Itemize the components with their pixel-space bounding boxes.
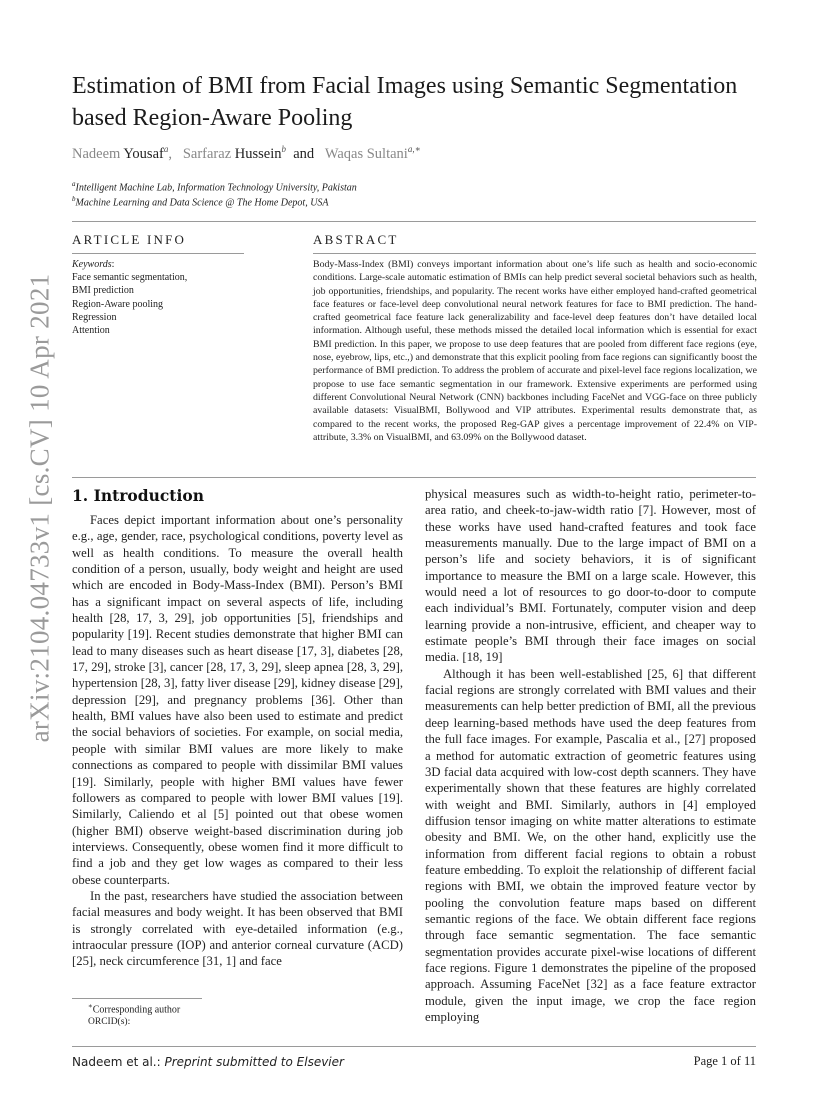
footnote-divider <box>72 998 202 999</box>
author-list <box>72 144 421 163</box>
author-last-name: Sultani <box>366 145 408 162</box>
affiliation <box>72 195 329 208</box>
footnote-mark: ∗ <box>88 1002 93 1010</box>
abstract-heading: ABSTRACT <box>313 232 399 247</box>
section-heading-introduction: 1. Introduction <box>72 486 204 505</box>
footer-divider <box>72 1046 756 1047</box>
footnote-text: Corresponding author <box>92 1004 181 1016</box>
body-paragraph: Although it has been well-established [25, 6] that different facial regions are strongly correlated with BMI values and their measurements can help better prediction of BMI, all the previous deep learning-based methods have used the deep features from the full face images. For example, Pascalia et al., [27] proposed a method for automatic extraction of geometric features using 3D facial data acquired with low-cost depth scanners. They have experimentally shown that these features are highly correlated with weight and BMI. Similarly, authors in [4] employed diffusion tensor imaging on white matter alterations to estimate obesity and BMI. We, on the other hand, explicitly use the information from different facial regions to obtain a robust feature embedding. To exploit the relationship of different facial regions with BMI, we obtain the improved feature vector by pooling the convolution feature maps based on different semantic regions of the face. We obtain different face regions through face semantic segmentation. The face semantic segmentation provides accurate pixel-wise locations of different face regions. Figure 1 demonstrates the pipeline of the proposed approach. Assuming FaceNet [32] as a face feature extractor module, given the input image, we crop the face region employing <box>425 666 756 1024</box>
footnote-corresponding <box>88 1002 180 1015</box>
author-affiliation-mark: a,∗ <box>407 144 421 154</box>
article-info-heading: ARTICLE INFO <box>72 232 187 247</box>
author-last-name: Hussein <box>234 145 282 162</box>
affiliation-text: Machine Learning and Data Science @ The Home Depot, USA <box>75 197 329 209</box>
arxiv-identifier[interactable]: arXiv:2104.04733v1 [cs.CV] 10 Apr 2021 <box>24 273 55 743</box>
author-last-name: Yousaf <box>123 145 164 162</box>
abstract-text: Body-Mass-Index (BMI) conveys important information about one’s life such as health and socio-economic conditions. Large-scale automatic estimation of BMIs can help predict several societal behaviors such as health, job opportunities, friendships, and popularity. The recent works have either employed hand-crafted geometrical face features or face-level deep convolutional neural network features for face to BMI prediction. The hand-crafted geometrical face feature lack generalizability and face-level deep features don’t have detailed local information. Although useful, these methods missed the detailed local information which is essential for exact BMI prediction. In this paper, we propose to use deep features that are pooled from different face regions (eye, nose, eyebrow, lips, etc.,) and demonstrate that this explicit pooling from face regions can significantly boost the performance of BMI prediction. To address the problem of accurate and pixel-level face regions localization, we propose to use face semantic segmentation in our framework. Extensive experiments are performed using different Convolutional Neural Network (CNN) backbones including FaceNet and VGG-face on three publicly available datasets: VisualBMI, Bollywood and VIP attributes. Experimental results demonstrate that, as compared to the recent works, the proposed Reg-GAP gives a percentage improvement of 22.4% on VIP-attribute, 3.3% on VisualBMI, and 63.09% on the Bollywood dataset. <box>313 259 757 443</box>
abstract-end-divider <box>72 477 756 478</box>
page-number: Page 1 of 11 <box>693 1054 756 1068</box>
author-first-name: Nadeem <box>72 145 121 162</box>
author-affiliation-mark: a <box>163 144 169 154</box>
affiliation <box>72 180 357 193</box>
keyword-item: Regression <box>72 311 117 323</box>
affiliation-text: Intelligent Machine Lab, Information Technology University, Pakistan <box>75 182 357 194</box>
author-separator: and <box>286 145 322 162</box>
footer-venue: Preprint submitted to Elsevier <box>164 1055 344 1069</box>
author-first-name: Waqas <box>324 145 364 162</box>
header-divider <box>72 221 756 222</box>
author-first-name: Sarfaraz <box>182 145 232 162</box>
body-paragraph: In the past, researchers have studied the association between facial measures and body weight. It has been observed that BMI is strongly correlated with eye-detailed information (e.g., intraocular pressure (IOP) and anterior corneal curvature (ACD) [25], neck circumference [31, 1] and face <box>72 888 403 969</box>
footer-author: Nadeem et al.: <box>72 1055 161 1069</box>
body-paragraph: physical measures such as width-to-height ratio, perimeter-to-area ratio, and cheek-to-jaw-width ratio [7]. However, most of these works have used hand-crafted features and took face measurements manually. Due to the large impact of BMI on a person’s life and society behaviors, it is of significant importance to measure the BMI on a large scale. However, this would need a lot of resources to go door-to-door to compute each individual’s BMI. Fortunately, computer vision and deep learning provide a non-intrusive, efficient, and cheaper way to estimate people’s BMI through their face images on social media. [18, 19] <box>425 487 756 665</box>
arxiv-sidebar <box>16 273 64 743</box>
keyword-item: Face semantic segmentation, <box>72 272 188 284</box>
body-paragraph: Faces depict important information about one’s personality e.g., age, gender, race, psychological conditions, poverty level as well as health conditions. To measure the overall health condition of a person, usually, body weight and height are used which are encoded in Body-Mass-Index (BMI). Person’s BMI has a significant impact on several aspects of life, including health [28, 17, 3, 29], job opportunities [5], friendships and popularity [19]. Recent studies demonstrate that higher BMI can lead to many diseases such as heart disease [17, 3], diabetes [28, 17, 29], stroke [3], cancer [28, 17, 3, 29], sleep apnea [28, 3, 29], hypertension [28, 3], fatty liver disease [29], kidney disease [29], depression [29], and pregnancy problems [36]. Other than health, BMI values have also been used to estimate and predict the social behaviors of societies. For example, on social media, people with similar BMI values are more likely to make connections as compared to people with dissimilar BMI values [19]. Similarly, people with higher BMI values have fewer followers as compared to people with lower BMI values [19]. Similarly, Caliendo et al [5] pointed out that obese women (higher BMI) observe weight-based discrimination during job interviews. Consequently, obese women find it more difficult to find a job and they get low wages as compared to their less obese counterparts. <box>72 513 403 887</box>
affiliation-mark: b <box>72 195 76 203</box>
keywords-block: Keywords: Face semantic segmentation, BMI prediction Region-Aware pooling Regression Attention <box>72 258 244 337</box>
keyword-item: Region-Aware pooling <box>72 298 164 310</box>
body-column-right <box>425 486 756 1025</box>
keyword-item: Attention <box>72 325 110 337</box>
affiliation-mark: a <box>72 180 76 188</box>
keywords-label: Keywords <box>72 259 112 270</box>
footnote-orcid: ORCID(s): <box>88 1017 131 1027</box>
article-info-divider <box>72 253 244 254</box>
author-separator: , <box>168 145 180 162</box>
paper-title: Estimation of BMI from Facial Images using Semantic Segmentation based Region-Aware Pooling <box>72 73 738 131</box>
abstract-divider <box>313 253 756 254</box>
author-affiliation-mark: b <box>281 144 286 154</box>
keyword-item: BMI prediction <box>72 285 134 297</box>
body-column-left <box>72 512 403 970</box>
footer-citation <box>72 1055 344 1069</box>
